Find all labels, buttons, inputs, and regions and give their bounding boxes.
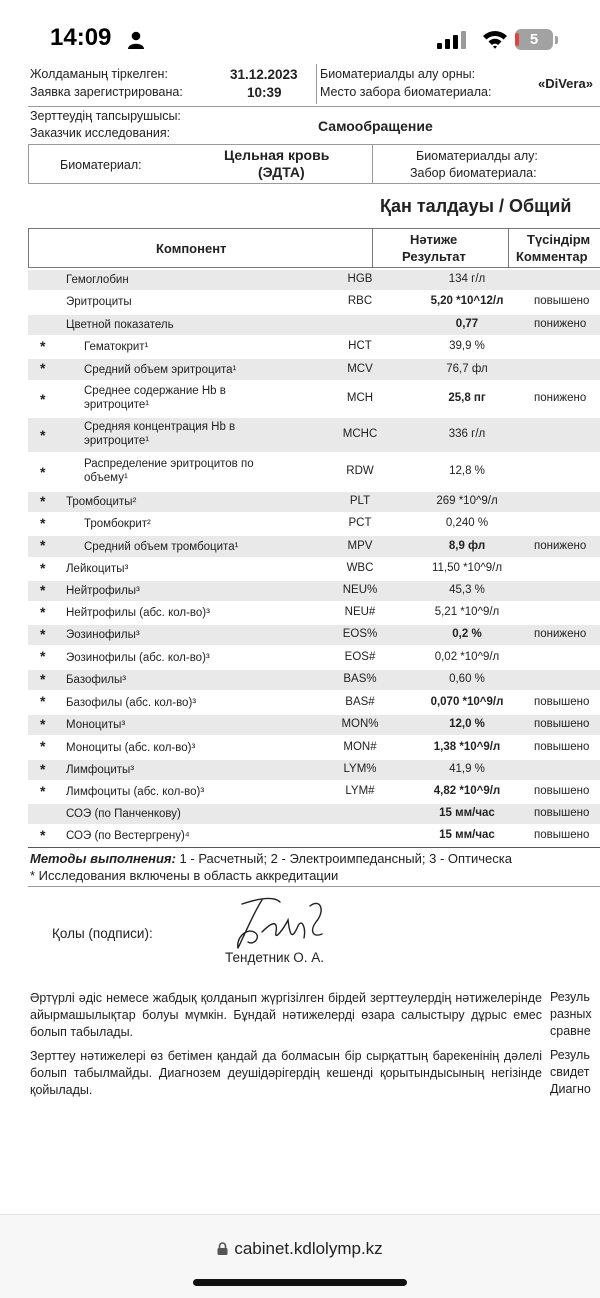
- bio-collect-label-ru: Забор биоматериала:: [410, 166, 537, 180]
- bio-place-label-kz: Биоматериалды алу орны:: [320, 67, 476, 81]
- table-row: * Эозинофилы³ EOS% 0,2 % понижено: [28, 625, 600, 645]
- bio-place-value: «DiVera»: [538, 76, 593, 91]
- table-row: * Средний объем тромбоцита¹ MPV 8,9 фл понижено: [28, 536, 600, 557]
- signer-name: Тендетник О. А.: [225, 950, 324, 965]
- table-row: * Нейтрофилы³ NEU% 45,3 %: [28, 581, 600, 601]
- table-row: * Эозинофилы (абс. кол-во)³ EOS# 0,02 *10^9/л: [40, 648, 500, 664]
- customer-label-ru: Заказчик исследования:: [30, 126, 171, 140]
- table-row: * Базофилы (абс. кол-во)³ BAS# 0,070 *10^9/л повышено: [40, 693, 590, 709]
- table-row: * Нейтрофилы (абс. кол-во)³ NEU# 5,21 *10^9/л: [40, 604, 500, 620]
- table-row: * Средний объем эритроцита¹ MCV 76,7 фл: [28, 359, 600, 380]
- table-row: Эритроциты RBC 5,20 *10^12/л повышено: [66, 295, 590, 308]
- address-bar[interactable]: [0, 1239, 600, 1259]
- biomaterial-value-2: (ЭДТА): [258, 164, 305, 180]
- disclaimer-ru-1a: Резуль: [550, 990, 590, 1004]
- reg-label-kz: Жолдаманың тіркелген:: [30, 67, 168, 81]
- table-row: * Средняя концентрация Hb в эритроците¹ MCHC 336 г/л: [28, 418, 600, 452]
- table-row: * СОЭ (по Вестергрену)⁴ 15 мм/час повышено: [40, 827, 590, 843]
- home-indicator[interactable]: [193, 1279, 407, 1286]
- disclaimer-kz-1: Әртүрлі әдіс немесе жабдық қолданып жүргізілген бірдей зерттеулердің нәтижелерінде айырмашылықтар болуы мүмкін. Бұндай нәтижелерді өзара салыстыру дұрыс емес болып табылады.: [30, 991, 542, 1039]
- lock-icon: [217, 1242, 228, 1255]
- reg-time: 10:39: [247, 85, 282, 100]
- status-bar: [0, 0, 600, 64]
- biomaterial-label: Биоматериал:: [60, 158, 142, 172]
- table-row: * Лимфоциты³ LYM% 41,9 %: [28, 760, 600, 780]
- col-result-kz: Нәтиже: [410, 232, 458, 247]
- disclaimer-kz-2: Зерттеу нәтижелері өз бетімен қандай да болмасын бір сырқаттың барекенінің дәлелі болып табылмайды. Диагнозем деушідәрігердің кешенді қорытындысының негізінде қойылады.: [30, 1049, 542, 1097]
- disclaimer-ru-2a: Резуль: [550, 1048, 590, 1062]
- wifi-icon: [482, 29, 508, 49]
- customer-value: Самообращение: [318, 118, 433, 134]
- disclaimer-ru-1c: сравне: [550, 1024, 591, 1038]
- table-row: * Тромбоциты² PLT 269 *10^9/л: [28, 492, 600, 512]
- disclaimer-ru-1b: разных: [550, 1007, 592, 1021]
- clock: 14:09: [50, 24, 112, 51]
- table-row: * Среднее содержание Hb в эритроците¹ MCH 25,8 пг понижено: [40, 385, 587, 411]
- table-row: * Моноциты³ MON% 12,0 % повышено: [28, 715, 600, 735]
- table-row: СОЭ (по Панченкову) 15 мм/час повышено: [28, 804, 600, 824]
- disclaimer-ru-2b: свидет: [550, 1065, 590, 1079]
- methods-text: 1 - Расчетный; 2 - Электроимпедансный; 3 - Оптическа: [175, 851, 512, 866]
- biomaterial-value-1: Цельная кровь: [224, 147, 330, 163]
- signature-label: Қолы (подписи):: [52, 926, 153, 941]
- table-row: * Лимфоциты (абс. кол-во)³ LYM# 4,82 *10^9/л повышено: [40, 783, 590, 799]
- table-row: Гемоглобин HGB 134 г/л: [28, 270, 600, 290]
- disclaimer-ru-2c: Диагно: [550, 1082, 591, 1096]
- lab-report-document[interactable]: [0, 64, 600, 1214]
- table-row: * Моноциты (абс. кол-во)³ MON# 1,38 *10^9/л повышено: [40, 738, 590, 754]
- col-component: Компонент: [156, 241, 227, 256]
- reg-date: 31.12.2023: [230, 67, 298, 82]
- methods-line: [30, 851, 512, 866]
- person-icon: [128, 31, 144, 49]
- table-row: * Базофилы³ BAS% 0,60 %: [28, 670, 600, 690]
- col-result-ru: Результат: [402, 249, 466, 264]
- bio-place-label-ru: Место забора биоматериала:: [320, 85, 492, 99]
- url-text: cabinet.kdlolymp.kz: [234, 1239, 383, 1258]
- handwritten-signature: [232, 892, 332, 954]
- table-row: * Гематокрит¹ HCT 39,9 %: [40, 338, 485, 354]
- table-row: Цветной показатель 0,77 понижено: [28, 315, 600, 335]
- browser-bottom-bar: [0, 1214, 600, 1298]
- col-comment-ru: Комментар: [516, 249, 588, 264]
- reg-label-ru: Заявка зарегистрирована:: [30, 85, 183, 99]
- customer-label-kz: Зерттеудің тапсырушысы:: [30, 109, 181, 123]
- accreditation-note: * Исследования включены в область аккредитации: [30, 868, 339, 883]
- table-row: * Лейкоциты³ WBC 11,50 *10^9/л: [40, 560, 503, 576]
- table-row: * Распределение эритроцитов по объему¹ RDW 12,8 %: [40, 458, 485, 484]
- battery-icon: 5: [515, 29, 553, 50]
- battery-nub: [555, 36, 558, 44]
- section-title: Қан талдауы / Общий: [380, 196, 572, 216]
- bio-collect-label-kz: Биоматериалды алу:: [416, 149, 538, 163]
- methods-label: Методы выполнения:: [30, 851, 176, 866]
- cellular-signal-icon: [437, 30, 469, 50]
- col-comment-kz: Түсіндірм: [527, 232, 591, 247]
- table-row: * Тромбокрит² PCT 0,240 %: [40, 515, 489, 531]
